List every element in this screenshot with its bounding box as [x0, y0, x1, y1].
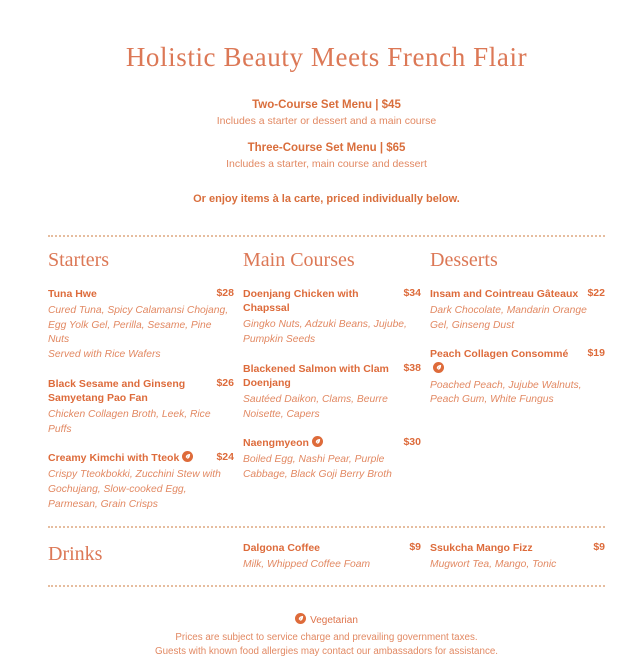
item-name: Doenjang Chicken with Chapssal — [243, 288, 359, 315]
item-price: $9 — [409, 541, 421, 554]
column-main-courses — [243, 241, 421, 497]
item-name: Dalgona Coffee — [243, 542, 321, 555]
item-name: Tuna Hwe — [48, 288, 97, 300]
item-description: Gingko Nuts, Adzuki Beans, Jujube, Pumpkin Seeds — [243, 319, 407, 345]
vegetarian-icon — [182, 451, 193, 462]
item-name: Ssukcha Mango Fizz — [430, 542, 533, 555]
menu-item — [430, 287, 605, 333]
page-title: Holistic Beauty Meets French Flair — [125, 42, 528, 72]
item-name: Creamy Kimchi with Tteok — [48, 452, 180, 465]
item-description: Chicken Collagen Broth, Leek, Rice Puffs — [48, 408, 211, 435]
item-description: Sautéed Daikon, Clams, Beurre Noisette, Capers — [243, 393, 388, 420]
footer — [48, 613, 605, 659]
menu-item — [243, 362, 421, 423]
menu-item — [48, 287, 234, 363]
a-la-carte-note: Or enjoy items à la carte, priced individually below. — [193, 193, 460, 205]
vegetarian-icon — [312, 436, 323, 447]
menu-item — [430, 347, 605, 408]
item-name: Blackened Salmon with Clam Doenjang — [243, 362, 389, 389]
item-price: $30 — [403, 436, 421, 449]
menu-item — [48, 451, 234, 512]
item-price: $38 — [403, 361, 421, 374]
set-menu-description: Includes a starter, main course and dessert — [226, 158, 427, 170]
set-menu-description: Includes a starter or dessert and a main course — [216, 115, 437, 127]
drinks-section — [48, 528, 605, 585]
footer-note-taxes: Prices are subject to service charge and prevailing government taxes. — [175, 631, 478, 643]
item-description: Poached Peach, Jujube Walnuts, Peach Gum, White Fungus — [430, 379, 582, 406]
section-title-drinks: Drinks — [48, 543, 103, 566]
menu-columns — [48, 237, 605, 526]
item-description: Milk, Whipped Coffee Foam — [243, 559, 371, 571]
item-price: $22 — [587, 287, 605, 299]
column-starters — [48, 241, 234, 526]
set-menu-block — [48, 99, 605, 205]
vegetarian-icon — [295, 613, 306, 624]
vegetarian-legend: Vegetarian — [310, 614, 358, 626]
item-description: Crispy Tteokbokki, Zucchini Stew with Gochujang, Slow-cooked Egg, Parmesan, Grain Crisps — [48, 469, 221, 510]
section-title-desserts: Desserts — [430, 249, 498, 271]
menu-item — [243, 287, 421, 348]
footer-note-allergies: Guests with known food allergies may contact our ambassadors for assistance. — [154, 646, 499, 658]
item-name: Peach Collagen Consommé — [430, 348, 569, 361]
item-name: Black Sesame and Ginseng Samyetang Pao Fan — [48, 377, 186, 404]
item-description: Cured Tuna, Spicy Calamansi Chojang, Egg Yolk Gel, Perilla, Sesame, Pine Nuts — [48, 305, 229, 346]
column-desserts — [430, 241, 605, 422]
item-price: $9 — [593, 541, 605, 554]
item-price: $24 — [216, 451, 234, 464]
item-name: Naengmyeon — [243, 437, 309, 450]
menu-item — [243, 541, 421, 573]
section-title-starters: Starters — [48, 249, 110, 271]
item-price: $26 — [216, 376, 234, 389]
set-menu-name: Two-Course Set Menu | $45 — [252, 99, 401, 111]
item-description: Dark Chocolate, Mandarin Orange Gel, Ginseng Dust — [430, 305, 587, 331]
vegetarian-icon — [433, 362, 444, 373]
section-title-main-courses: Main Courses — [243, 249, 355, 271]
set-menu-option — [48, 142, 605, 170]
item-description: Boiled Egg, Nashi Pear, Purple Cabbage, Black Goji Berry Broth — [243, 454, 392, 480]
item-name: Insam and Cointreau Gâteaux — [430, 288, 579, 300]
menu-item — [243, 436, 421, 482]
item-note: Served with Rice Wafers — [48, 349, 161, 360]
divider-drinks-bottom — [48, 585, 605, 587]
set-menu-name: Three-Course Set Menu | $65 — [247, 142, 406, 154]
item-price: $28 — [216, 287, 234, 299]
item-price: $19 — [587, 347, 605, 360]
menu-item — [430, 541, 605, 573]
menu-item — [48, 377, 234, 438]
item-price: $34 — [403, 287, 421, 299]
set-menu-option — [48, 99, 605, 127]
item-description: Mugwort Tea, Mango, Tonic — [430, 559, 557, 571]
